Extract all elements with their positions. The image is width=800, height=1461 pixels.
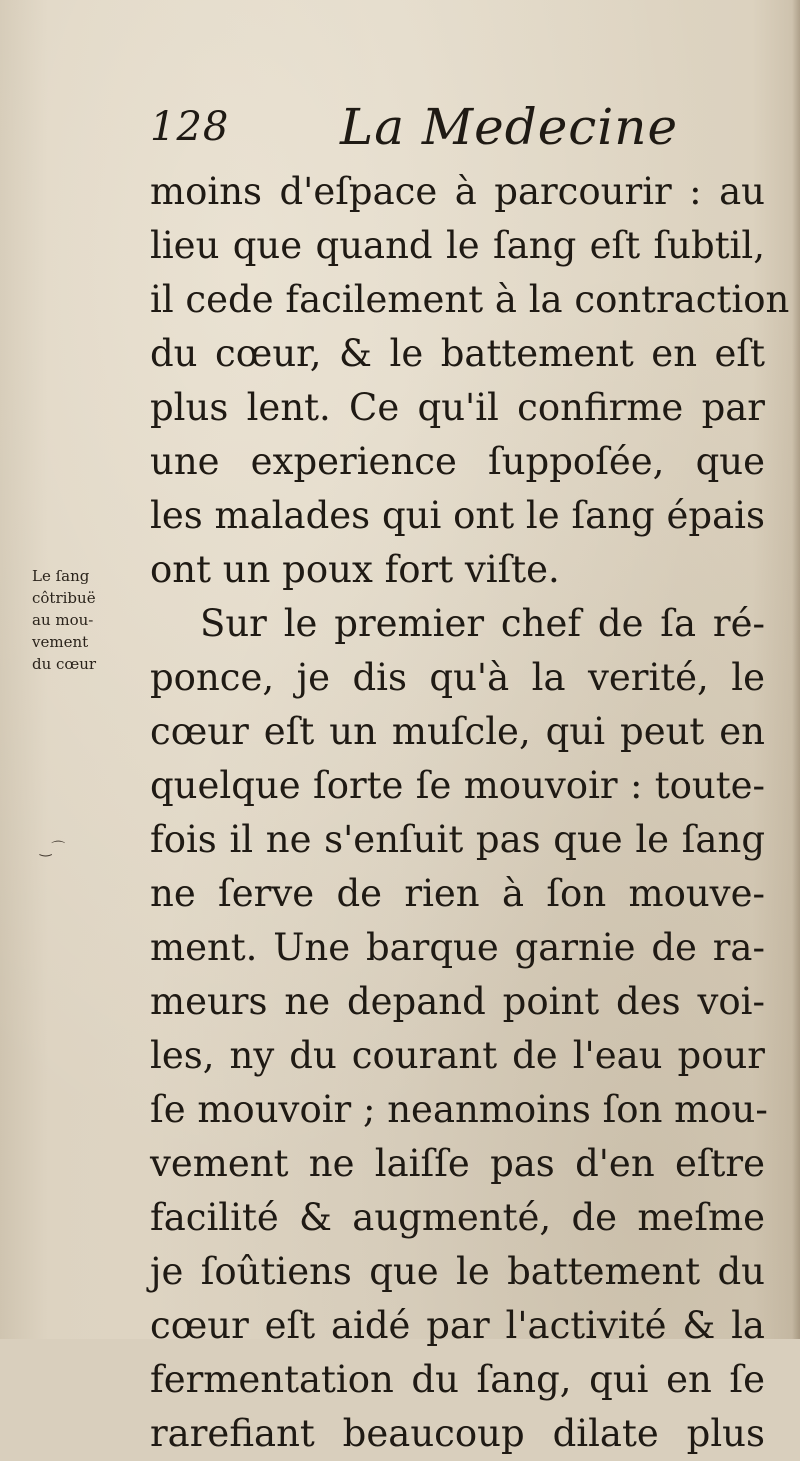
body-text (150, 165, 790, 1461)
marginal-note-line: vement (32, 633, 89, 651)
marginal-note-line: du cœur (32, 655, 97, 673)
paragraph-first-line: Sur le premier chef de ſa ré- (200, 602, 765, 645)
text-line: moins d'eſpace à parcourir : au (150, 170, 765, 213)
page-edge-shadow (792, 0, 800, 1339)
marginal-note-line: côtribuë (32, 589, 96, 607)
text-line: les malades qui ont le ſang épais (150, 494, 765, 537)
text-line: je ſoûtiens que le battement du (150, 1250, 765, 1293)
page-number: 128 (150, 104, 230, 150)
marginal-note-line: au mou- (32, 611, 94, 629)
text-line: une experience ſuppoſée, que (150, 440, 765, 483)
text-line: cœur eſt aidé par l'activité & la (150, 1304, 765, 1347)
text-line: meurs ne depand point des voi- (150, 980, 765, 1023)
text-line: quelque ſorte ſe mouvoir : toute- (150, 764, 765, 807)
text-line: ne ſerve de rien à ſon mouve- (150, 872, 765, 915)
text-line: il cede facilement à la contraction (150, 278, 790, 321)
text-line: vement ne laiſſe pas d'en eſtre (150, 1142, 765, 1185)
text-line: rarefiant beaucoup dilate plus (150, 1412, 765, 1455)
text-line: les, ny du courant de l'eau pour (150, 1034, 765, 1077)
text-line: ont un poux fort viſte. (150, 548, 560, 591)
marginal-note (32, 565, 132, 675)
text-line: cœur eſt un muſcle, qui peut en (150, 710, 765, 753)
text-line: lieu que quand le ſang eſt ſubtil, (150, 224, 765, 267)
running-title: La Medecine (340, 98, 679, 156)
marginal-note-line: Le ſang (32, 567, 90, 585)
text-line: fois il ne s'enſuit pas que le ſang (150, 818, 765, 861)
page-header (150, 98, 770, 162)
text-line: du cœur, & le battement en eſt (150, 332, 765, 375)
text-line: ponce, je dis qu'à la verité, le (150, 656, 765, 699)
ink-mark: ‿⌒ (40, 841, 66, 857)
text-line: ſe mouvoir ; neanmoins ſon mou- (150, 1088, 768, 1131)
text-line: plus lent. Ce qu'il confirme par (150, 386, 765, 429)
text-line: facilité & augmenté, de meſme (150, 1196, 765, 1239)
text-line: ment. Une barque garnie de ra- (150, 926, 765, 969)
text-line: fermentation du ſang, qui en ſe (150, 1358, 765, 1401)
